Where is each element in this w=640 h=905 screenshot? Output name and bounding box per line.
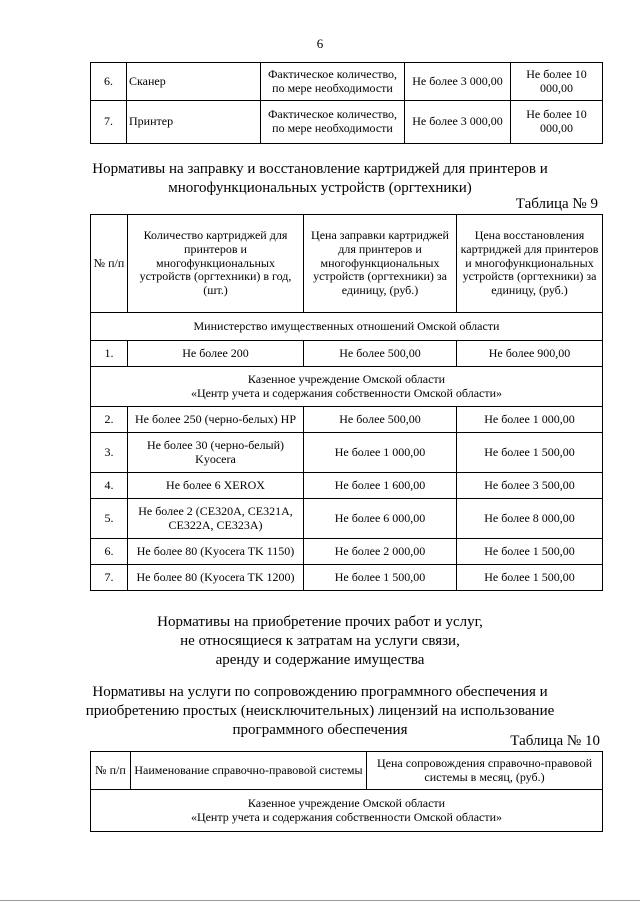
table-row — [91, 341, 603, 367]
restore-cell: Не более 1 500,00 — [457, 565, 603, 591]
row-number: 6. — [91, 539, 128, 565]
qty-cell: Не более 2 (CE320A, CE321A, CE322A, CE323A) — [128, 499, 304, 539]
qty-cell: Не более 200 — [128, 341, 304, 367]
restore-cell: Не более 1 500,00 — [457, 539, 603, 565]
refill-cell: Не более 500,00 — [304, 407, 457, 433]
table-row — [91, 565, 603, 591]
header-refill: Цена заправки картриджей для принтеров и многофункциональных устройств (оргтехники) за единицу, (руб.) — [304, 215, 457, 313]
software-support-table — [90, 751, 603, 832]
table-header-row — [91, 752, 603, 790]
cartridge-table — [90, 214, 603, 591]
row-number: 2. — [91, 407, 128, 433]
row-number: 5. — [91, 499, 128, 539]
row-number: 3. — [91, 433, 128, 473]
equipment-name: Принтер — [127, 101, 261, 144]
scan-edge-line — [0, 900, 640, 901]
table-row — [91, 407, 603, 433]
row-number: 1. — [91, 341, 128, 367]
header-restore: Цена восстановления картриджей для принтеров и многофункциональных устройств (оргтехники) за единицу, (руб.) — [457, 215, 603, 313]
table-row — [91, 499, 603, 539]
row-number: 6. — [91, 63, 127, 101]
header-qty: Количество картриджей для принтеров и многофункциональных устройств (оргтехники) в год, (шт.) — [128, 215, 304, 313]
limit-cell: Не более 10 000,00 — [511, 63, 603, 101]
group-row — [91, 313, 603, 341]
group-row — [91, 790, 603, 832]
table-row — [91, 539, 603, 565]
group-title: Министерство имущественных отношений Омской области — [91, 313, 603, 341]
refill-cell: Не более 500,00 — [304, 341, 457, 367]
table-row — [91, 433, 603, 473]
row-number: 4. — [91, 473, 128, 499]
header-num: № п/п — [91, 215, 128, 313]
table-10-label: Таблица № 10 — [510, 733, 600, 749]
section-10-heading: Нормативы на услуги по сопровождению программного обеспечения и приобретению простых (неисключительных) лицензий на использование программного обеспечения — [85, 684, 555, 738]
restore-cell: Не более 8 000,00 — [457, 499, 603, 539]
table-9-label: Таблица № 9 — [515, 196, 598, 212]
refill-cell: Не более 1 500,00 — [304, 565, 457, 591]
table-row — [91, 101, 603, 144]
qty-cell: Не более 30 (черно-белый) Kyocera — [128, 433, 304, 473]
quantity-note: Фактическое количество, по мере необходимости — [261, 101, 405, 144]
group-row — [91, 367, 603, 407]
qty-cell: Не более 80 (Kyocera TK 1200) — [128, 565, 304, 591]
equipment-table — [90, 62, 603, 144]
price-cell: Не более 3 000,00 — [405, 101, 511, 144]
section-9-heading: Нормативы на заправку и восстановление картриджей для принтеров и многофункциональных устройств (оргтехники) — [92, 161, 548, 196]
quantity-note: Фактическое количество, по мере необходимости — [261, 63, 405, 101]
restore-cell: Не более 900,00 — [457, 341, 603, 367]
refill-cell: Не более 6 000,00 — [304, 499, 457, 539]
row-number: 7. — [91, 565, 128, 591]
qty-cell: Не более 250 (черно-белых) HP — [128, 407, 304, 433]
restore-cell: Не более 1 500,00 — [457, 433, 603, 473]
restore-cell: Не более 3 500,00 — [457, 473, 603, 499]
header-price: Цена сопровождения справочно-правовой системы в месяц, (руб.) — [367, 752, 603, 790]
refill-cell: Не более 1 600,00 — [304, 473, 457, 499]
qty-cell: Не более 6 XEROX — [128, 473, 304, 499]
price-cell: Не более 3 000,00 — [405, 63, 511, 101]
page-number: 6 — [316, 36, 324, 51]
row-number: 7. — [91, 101, 127, 144]
qty-cell: Не более 80 (Kyocera TK 1150) — [128, 539, 304, 565]
limit-cell: Не более 10 000,00 — [511, 101, 603, 144]
group-title: Казенное учреждение Омской области «Центр учета и содержания собственности Омской области» — [91, 790, 603, 832]
group-title: Казенное учреждение Омской области «Центр учета и содержания собственности Омской области» — [91, 367, 603, 407]
header-num: № п/п — [91, 752, 131, 790]
restore-cell: Не более 1 000,00 — [457, 407, 603, 433]
refill-cell: Не более 2 000,00 — [304, 539, 457, 565]
other-services-heading: Нормативы на приобретение прочих работ и услуг, не относящиеся к затратам на услуги связи, аренду и содержание имущества — [157, 614, 483, 668]
equipment-name: Сканер — [127, 63, 261, 101]
refill-cell: Не более 1 000,00 — [304, 433, 457, 473]
header-name: Наименование справочно-правовой системы — [131, 752, 367, 790]
table-row — [91, 63, 603, 101]
table-header-row — [91, 215, 603, 313]
table-row — [91, 473, 603, 499]
